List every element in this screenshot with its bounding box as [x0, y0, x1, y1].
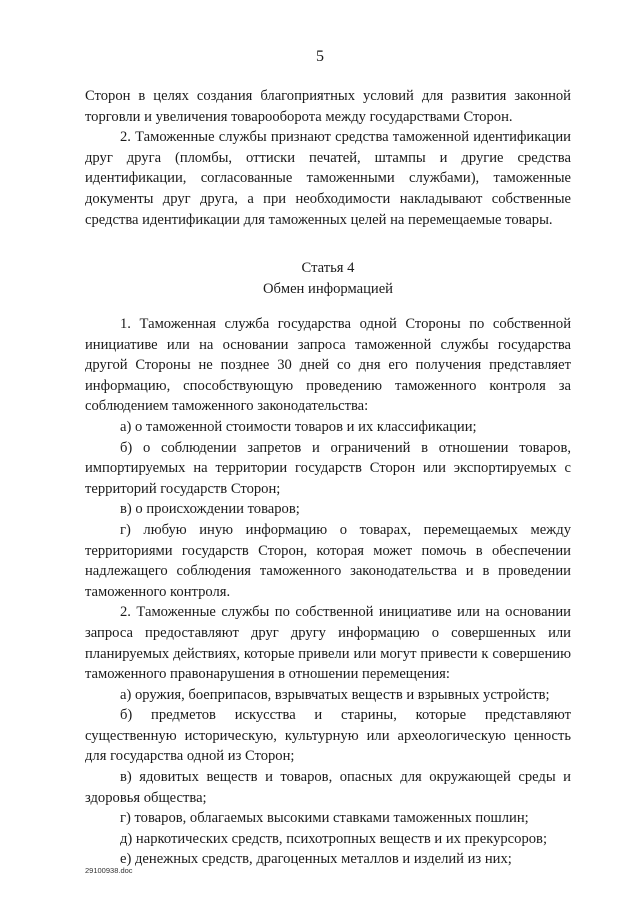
article-number: Статья 4 [301, 260, 355, 276]
file-name-footer: 29100938.doc [85, 866, 133, 875]
article-item-1: 1. Таможенная служба государства одной Стороны по собственной инициативе или на основании запроса таможенной службы государства другой Стороны не позднее 30 дней со дня его получения представляет информацию, способствующую проведению таможенного контроля за соблюдением таможенного законодательства: [85, 316, 571, 415]
article-item-1-a: а) о таможенной стоимости товаров и их классификации; [120, 418, 477, 435]
article-heading [85, 258, 571, 299]
intro-section [85, 86, 571, 230]
article-item-2-e: д) наркотических средств, психотропных веществ и их прекурсоров; [120, 830, 547, 847]
article-item-2-b: б) предметов искусства и старины, которые представляют существенную историческую, культурную или археологическую ценность для государства одной из Сторон; [85, 707, 571, 765]
article-title: Обмен информацией [263, 280, 393, 297]
article-item-2-c: в) ядовитых веществ и товаров, опасных для окружающей среды и здоровья общества; [85, 769, 571, 806]
article-item-1-b: б) о соблюдении запретов и ограничений в отношении товаров, импортируемых на территории государств Сторон или экспортируемых с территорий государств Сторон; [85, 439, 571, 497]
article-body [85, 314, 571, 870]
article-item-2: 2. Таможенные службы по собственной инициативе или на основании запроса предоставляют друг другу информацию о совершенных или планируемых действиях, которые привели или могут привести к совершению таможенного правонарушения в отношении перемещения: [85, 604, 571, 683]
paragraph-continuation: Сторон в целях создания благоприятных условий для развития законной торговли и увеличения товарооборота между государствами Сторон. [85, 88, 571, 125]
article-item-2-a: а) оружия, боеприпасов, взрывчатых веществ и взрывных устройств; [120, 686, 550, 703]
paragraph-customs-identification: 2. Таможенные службы признают средства таможенной идентификации друг друга (пломбы, оттиски печатей, штампы и другие средства идентификации, согласованные таможенными службами), таможенные документы друг друга, а при необходимости накладывают собственные средства идентификации для таможенных целей на перемещаемые товары. [85, 129, 571, 228]
article-item-1-c: в) о происхождении товаров; [120, 501, 300, 518]
article-item-2-f: е) денежных средств, драгоценных металлов и изделий из них; [120, 851, 512, 868]
article-item-2-d: г) товаров, облагаемых высокими ставками таможенных пошлин; [120, 810, 529, 827]
article-item-1-d: г) любую иную информацию о товарах, перемещаемых между территориями государств Сторон, которая может помочь в обеспечении надлежащего соблюдения таможенного законодательства и в проведении таможенного контроля. [85, 521, 571, 600]
page-number: 5 [316, 48, 324, 65]
